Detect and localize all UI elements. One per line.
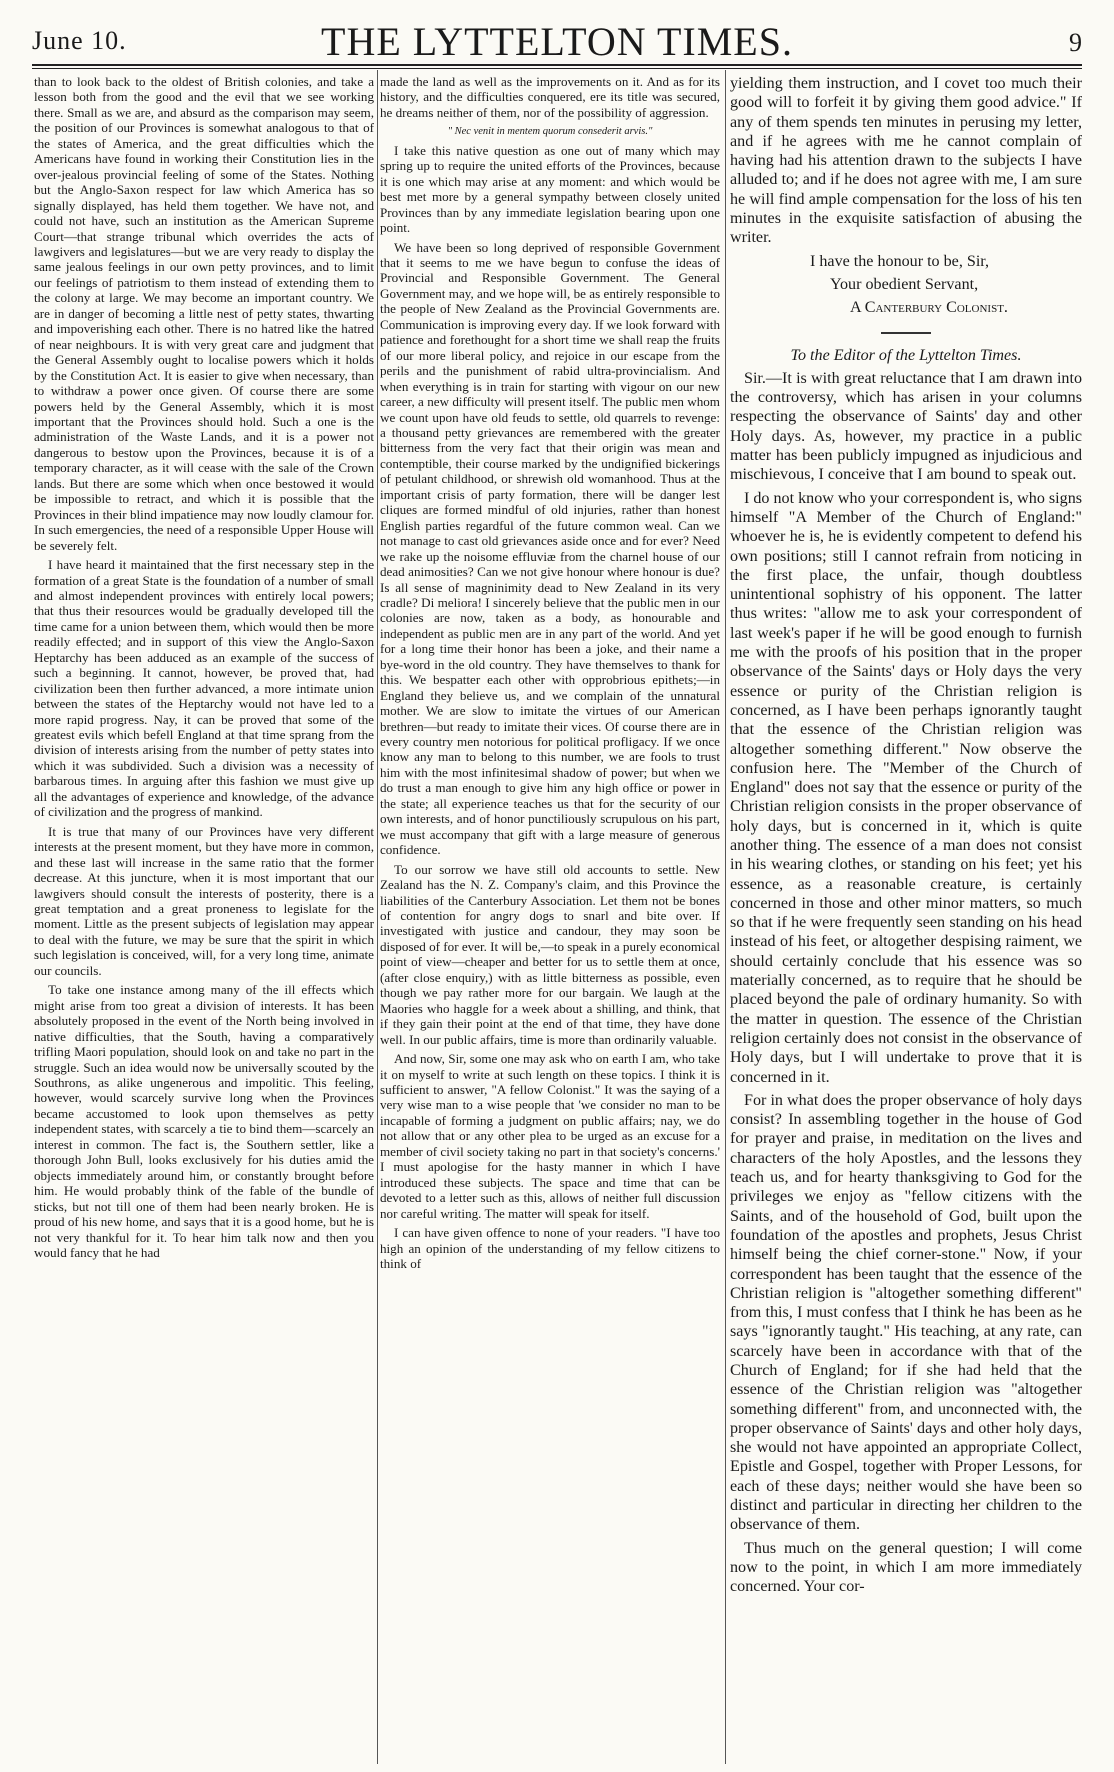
article-paragraph: It is true that many of our Provinces have very different interests at the present moment, but they have more in common, and these last will increase in the same ratio that the former decrease. At this juncture, when it is most important that our lawgivers should consult the interests of posterity, there is a great temptation and a great proneness to legislate for the moment. Little as the present subjects of legislation may appear to deal with the future, we may be sure that the spirit in which such legislation is conceived, will, for a very long time, animate our councils. <box>34 823 374 978</box>
article-paragraph: I can have given offence to none of your readers. "I have too high an opinion of the understanding of my fellow citizens to think of <box>380 1225 720 1271</box>
signature-line: Your obedient Servant, <box>830 275 979 293</box>
column-2 <box>380 74 720 1764</box>
newspaper-title: THE LYTTELTON TIMES. <box>321 19 793 64</box>
article-paragraph: made the land as well as the improvements on it. And as for its history, and the difficulties conquered, ere its title was secured, he dreams neither of them, nor of the possibility of aggression. <box>380 74 720 120</box>
letter-paragraph: Sir.—It is with great reluctance that I am drawn into the controversy, which has arisen in your columns respecting the observance of Saints' day and other Holy days. As, however, my practice in a public matter has been publicly impugned as injudicious and mischievous, I conceive that I am bound to speak out. <box>730 369 1082 484</box>
column-1 <box>34 74 374 1764</box>
article-paragraph: We have been so long deprived of responsible Government that it seems to me we have begun to confuse the ideas of Provincial and Responsible Government. The General Government may, and we hope will, be as entirely responsible to the people of New Zealand as the Provincial Governments are. Communication is improving every day. If we look forward with patience and forethought for a short time we shall reap the fruits of our more liberal policy, and rejoice in our escape from the perils and the punishment of rabid ultra-provincialism. And when everything is in train for starting with vigour on our new career, a new difficulty will present itself. The public men whom we count upon have old feuds to settle, old quarrels to revenge: a thousand petty grievances are remembered with the greater bitterness from the very fact that their origin was mean and contemptible, their course marked by the undignified bickerings of petulant childhood, or shrewish old womanhood. Thus at the important crisis of party formation, there will be danger lest cliques are formed mindful of old injuries, rather than honest English parties regardful of the future common weal. Can we not manage to cast old grievances aside once and for ever? Need we rake up the noisome effluviæ from the charnel house of our dead animosities? Can we not give honour where honour is due? Is all sense of magninimity dead to New Zealand in its very cradle? Di meliora! I sincerely believe that the public men in our colonies are now, taken as a body, as honourable and independent as public men are in any part of the world. And yet for a long time their honor has been a joke, and their name a bye-word in the old country. They have themselves to thank for this. We bespatter each other with opprobrious epithets;—in England they believe us, and we complain of the unnatural mother. We are slow to imitate the virtues of our American brethren—but ready to imitate their vices. Of course there are in every country men notorious for political profligacy. If we once know any man to belong to this number, we are fools to trust him with the most infinitesimal shadow of power; but when we do trust a man enough to give him any high office or power in the state; all experience teaches us that for the security of our own interests, and of honor punctiliously scrupulous on his part, we must accompany that gift with a large measure of generous confidence. <box>380 239 720 858</box>
signature-name: A Canterbury Colonist. <box>850 299 1008 317</box>
section-divider <box>881 332 931 334</box>
article-paragraph: I take this native question as one out of many which may spring up to require the united efforts of the Provinces, because it is one which may arise at any moment: and which would be best met more by a general sympathy between closely united Provinces than by any immediate legislation bearing upon one point. <box>380 142 720 236</box>
header-rule-thick <box>32 64 1082 66</box>
article-paragraph: And now, Sir, some one may ask who on earth I am, who take it on myself to write at such length on these topics. I think it is sufficient to answer, "A fellow Colonist." It was the saying of a very wise man to a wise people that 'we consider no man to be incapable of forming a judgment on public affairs; nay, we do not allow that or any other plea to be urged as an excuse for a member of civil society taking no part in that society's concerns.' I must apologise for the hasty manner in which I have introduced these subjects. The space and time that can be devoted to a letter such as this, allows of neither full discussion nor careful writing. The matter will speak for itself. <box>380 1051 720 1221</box>
letter-paragraph: I do not know who your correspondent is, who signs himself "A Member of the Church of England:" whoever he is, he is evidently competent to defend his own positions; still I cannot refrain from noticing in the first place, the unfair, though doubtless unintentional sophistry of his opponent. The latter thus writes: "allow me to ask your correspondent of last week's paper if he will be good enough to furnish me with the proofs of his position that in the proper observance of the Saints' days or Holy days the very essence or purity of the Christian religion is concerned, as I have been perhaps ignorantly taught that the essence of the Christian religion was altogether something different." Now observe the confusion here. The "Member of the Church of England" does not say that the essence or purity of the Christian religion consists in the proper observance of holy days, but is concerned in it, which is quite another thing. The essence of a man does not consist in his wearing clothes, or standing on his feet; yet his essence, as a reasonable creature, is certainly concerned in those and other minor matters, so much so that if he were frequently seen standing on his head instead of his feet, or altogether despising raiment, we should certainly conclude that his essence was so materially concerned, as to require that he should be placed beyond the pale of ordinary humanity. So with the matter in question. The essence of the Christian religion certainly does not consist in the observance of Holy days, but I will undertake to prove that it is concerned in it. <box>730 489 1082 1086</box>
latin-quotation: " Nec venit in mentem quorum consederit arvis." <box>447 126 653 138</box>
column-divider-2 <box>725 70 726 1764</box>
column-divider-1 <box>377 70 378 1764</box>
page-number: 9 <box>1069 28 1082 57</box>
signature-line: I have the honour to be, Sir, <box>810 252 990 270</box>
page-header <box>32 14 1082 66</box>
header-rule-thin <box>32 68 1082 69</box>
letter-paragraph: For in what does the proper observance of holy days consist? In assembling together in the house of God for prayer and praise, in meditation on the lives and characters of the holy Apostles, and the lessons they teach us, and for hearty thanksgiving to God for the privileges we enjoy as "fellow citizens with the Saints, and of the household of God, built upon the foundation of the apostles and prophets, Jesus Christ himself being the chief corner-stone." Now, if your correspondent has been taught that the essence of the Christian religion is "altogether something different" from this, I must confess that I think he has been as he says "ignorantly taught." His teaching, at any rate, can scarcely have been in accordance with that of the Church of England; for if she had held that the essence of the Christian religion was "altogether something different" from, and unconnected with, the proper observance of Saints' days and other holy days, she would not have appointed an appropriate Collect, Epistle and Gospel, together with Proper Lessons, for each of these days; neither would she have been so distinct and particular in directing her children to the observance of them. <box>730 1091 1082 1534</box>
article-paragraph: I have heard it maintained that the first necessary step in the formation of a great State is the foundation of a number of small and almost independent provinces with entirely local powers; that thus their resources would be gradually developed till the time came for a union between them, which would then be more readily effected; and in support of this view the Anglo-Saxon Heptarchy has been adduced as an example of the success of such a beginning. It cannot, however, be proved that, had civilization been then further advanced, a more intimate union between the states of the Heptarchy would not have led to a more rapid progress. Nay, it can be proved that some of the greatest evils which befell England at that time sprang from the division of interests arising from the number of petty states into which it was subdivided. Such a division was a necessity of barbarous times. In arguing after this fashion we must give up all the advantages of experience and knowledge, of the advance of civilization and the progress of mankind. <box>34 557 374 820</box>
letter-heading: To the Editor of the Lyttelton Times. <box>790 346 1022 364</box>
article-paragraph: yielding them instruction, and I covet too much their good will to forfeit it by giving them good advice." If any of them spends ten minutes in perusing my letter, and if he agrees with me he cannot complain of having had his attention drawn to the subjects I have alluded to; and if he does not agree with me, I am sure he will find ample compensation for the loss of his ten minutes in the exquisite satisfaction of abusing the writer. <box>730 75 1082 247</box>
letter-paragraph: Thus much on the general question; I will come now to the point, in which I am more immediately concerned. Your cor- <box>730 1539 1082 1596</box>
article-paragraph: than to look back to the oldest of British colonies, and take a lesson both from the good and the evil that we see working there. Small as we are, and absurd as the comparison may seem, the position of our Provinces is somewhat analogous to that of the states of America, and the great difficulties which the Americans have found in working their Constitution lies in the over-jealous provincial feeling of some of the States. Nothing but the Anglo-Saxon respect for law which America has so signally displayed, has held them together. We have not, and could not have, such an institution as the American Supreme Court—that strange tribunal which overrides the acts of lawgivers and legislatures—but we are very ready to display the same jealous feelings in our own petty provinces, and to limit our feelings of patriotism to them instead of extending them to the colony at large. We may become an important country. We are in danger of becoming a little nest of petty states, thwarting and impoverishing each other. There is no hatred like the hatred of near neighbours. It is with very great care and judgment that the General Assembly ought to localise powers which it holds by the Constitution Act. It is easier to give when necessary, than to withdraw a power once given. Of course there are some powers held by the General Assembly, which it is most important that the Provinces should hold. Such a one is the administration of the Waste Lands, and it is a power not dangerous to bestow upon the Provinces, because it is of a temporary character, as it will cease with the sale of the Crown lands. But there are some which when once bestowed it would be impossible to retract, and which it is possible that the Provinces in their blind impatience may now loudly clamour for. In such emergencies, the need of a responsible Upper House will be severely felt. <box>34 74 374 553</box>
article-paragraph: To our sorrow we have still old accounts to settle. New Zealand has the N. Z. Company's claim, and this Province the liabilities of the Canterbury Association. Let them not be bones of contention for angry dogs to snarl and bite over. If investigated with justice and candour, they may soon be disposed of for ever. It will be,—to speak in a purely economical point of view—cheaper and better for us to settle them at once, (after close enquiry,) with as little bitterness as possible, even though we pay rather more for our bargain. We laugh at the Maories who haggle for a week about a shilling, and think, that if they gain their point at the end of that time, they have done well. In our public affairs, time is more than ordinarily valuable. <box>380 861 720 1047</box>
article-paragraph: To take one instance among many of the ill effects which might arise from too great a division of interests. It has been absolutely proposed in the event of the North being involved in native difficulties, that the South, having a comparatively trifling Maori population, should look on and take no part in the struggle. Such an idea would now be universally scouted by the Southrons, as alike ungenerous and impolitic. This feeling, however, would scarcely survive long when the Provinces became accustomed to look upon themselves as petty independent states, with scarcely a tie to bind them—scarcely an interest in common. The fact is, the Southern settler, like a thorough John Bull, looks exclusively for his duties amid the objects immediately around him, or constantly brought before him. He would probably think of the fable of the bundle of sticks, but not till one of them had been nearly broken. He is proud of his new home, and says that it is a good home, but he is not very thankful for it. To hear him talk now and then you would fancy that he had <box>34 982 374 1260</box>
issue-date: June 10. <box>32 26 127 55</box>
column-3 <box>730 74 1082 1764</box>
